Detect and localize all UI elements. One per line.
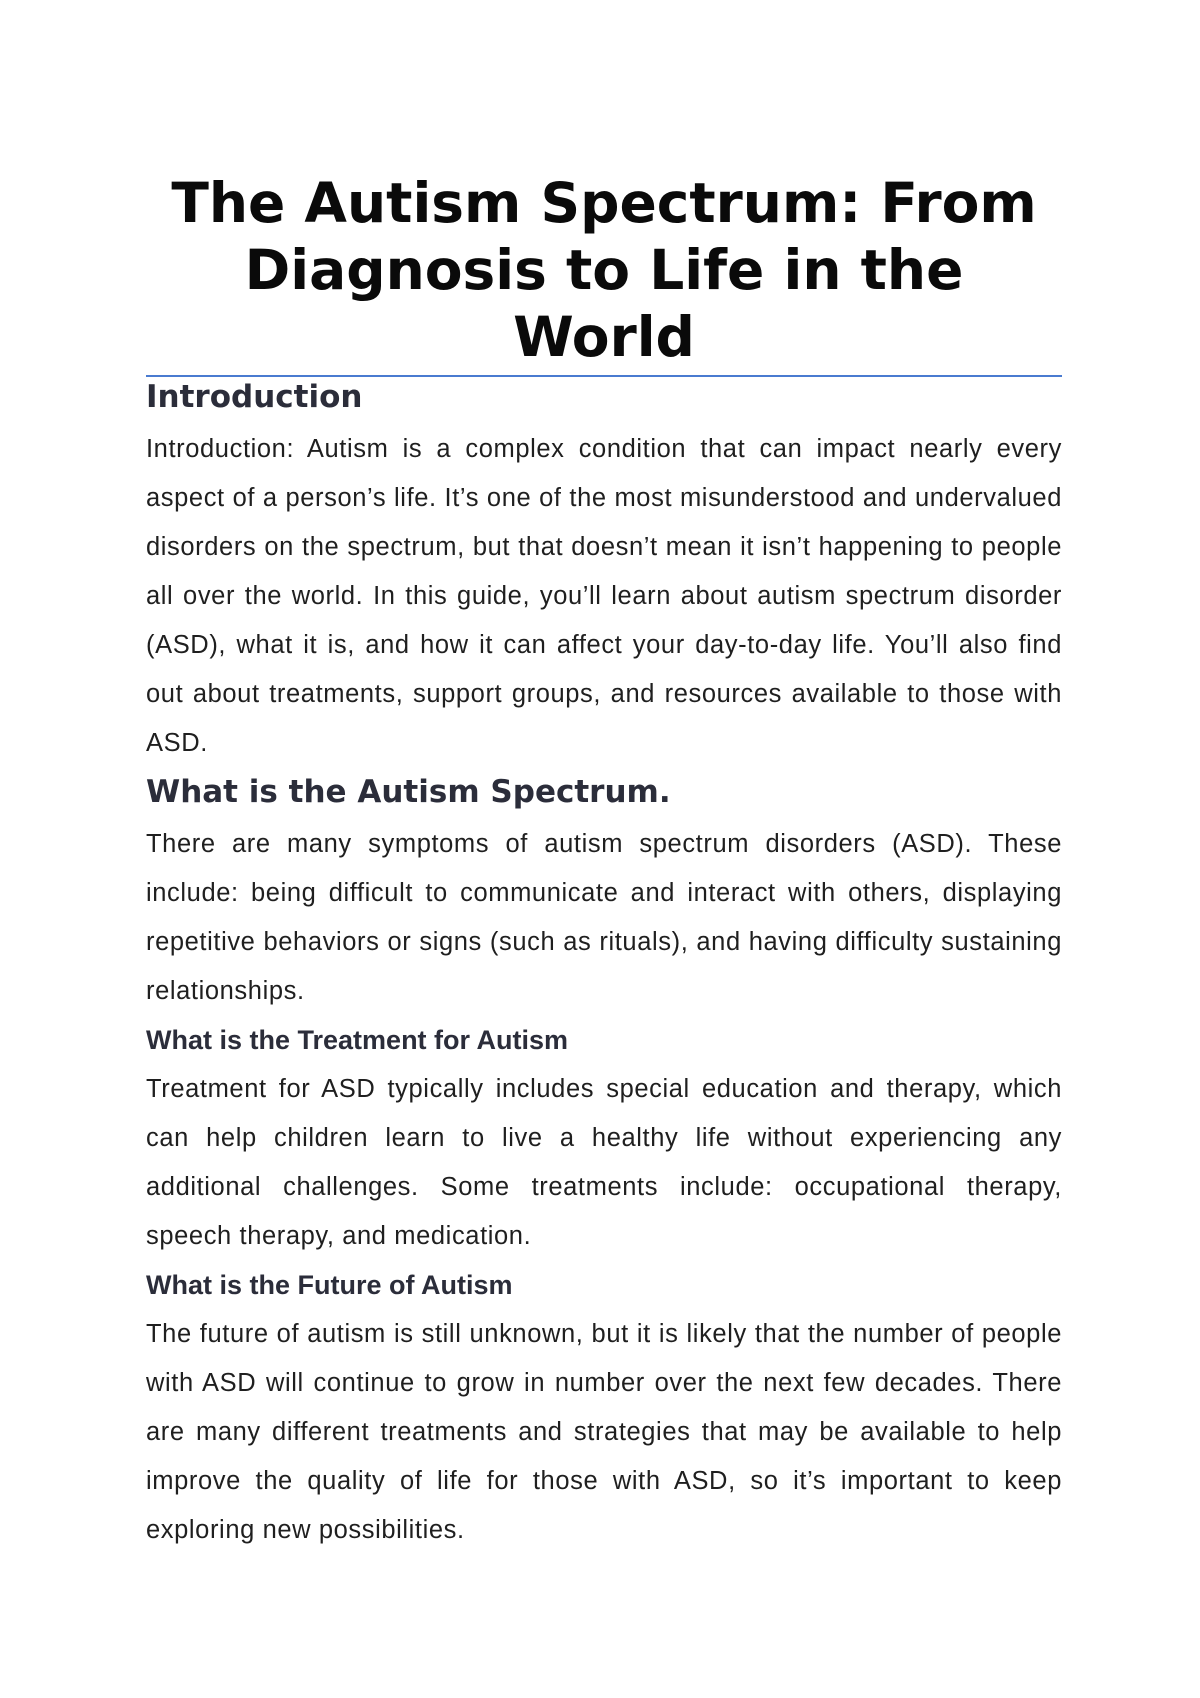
section-heading-introduction: Introduction xyxy=(146,379,363,415)
section-body-introduction: Introduction: Autism is a complex condition that can impact nearly every aspect of a person’s life. It’s one of the most misunderstood and undervalued disorders on the spectrum, but that doesn’t mean it isn’t happening to people all over the world. In this guide, you’ll learn about autism spectrum disorder (ASD), what it is, and how it can affect your day-to-day life. You’ll also find out about treatments, support groups, and resources available to those with ASD. xyxy=(146,435,1062,757)
document-title: The Autism Spectrum: From Diagnosis to Life in the World xyxy=(146,170,1062,377)
document-page xyxy=(146,170,1062,1555)
section-heading-treatment: What is the Treatment for Autism xyxy=(146,1025,569,1055)
section-body-future: The future of autism is still unknown, but it is likely that the number of people with ASD will continue to grow in number over the next few decades. There are many different treatments and strategies that may be available to help improve the quality of life for those with ASD, so it’s important to keep exploring new possibilities. xyxy=(146,1320,1062,1544)
section-body-treatment: Treatment for ASD typically includes special education and therapy, which can help children learn to live a healthy life without experiencing any additional challenges. Some treatments include: occupational therapy, speech therapy, and medication. xyxy=(146,1075,1062,1250)
section-heading-future: What is the Future of Autism xyxy=(146,1270,513,1300)
section-body-what-is-autism-spectrum: There are many symptoms of autism spectrum disorders (ASD). These include: being difficult to communicate and interact with others, displaying repetitive behaviors or signs (such as rituals), and having difficulty sustaining relationships. xyxy=(146,830,1062,1005)
section-heading-what-is-autism-spectrum: What is the Autism Spectrum. xyxy=(146,774,671,810)
